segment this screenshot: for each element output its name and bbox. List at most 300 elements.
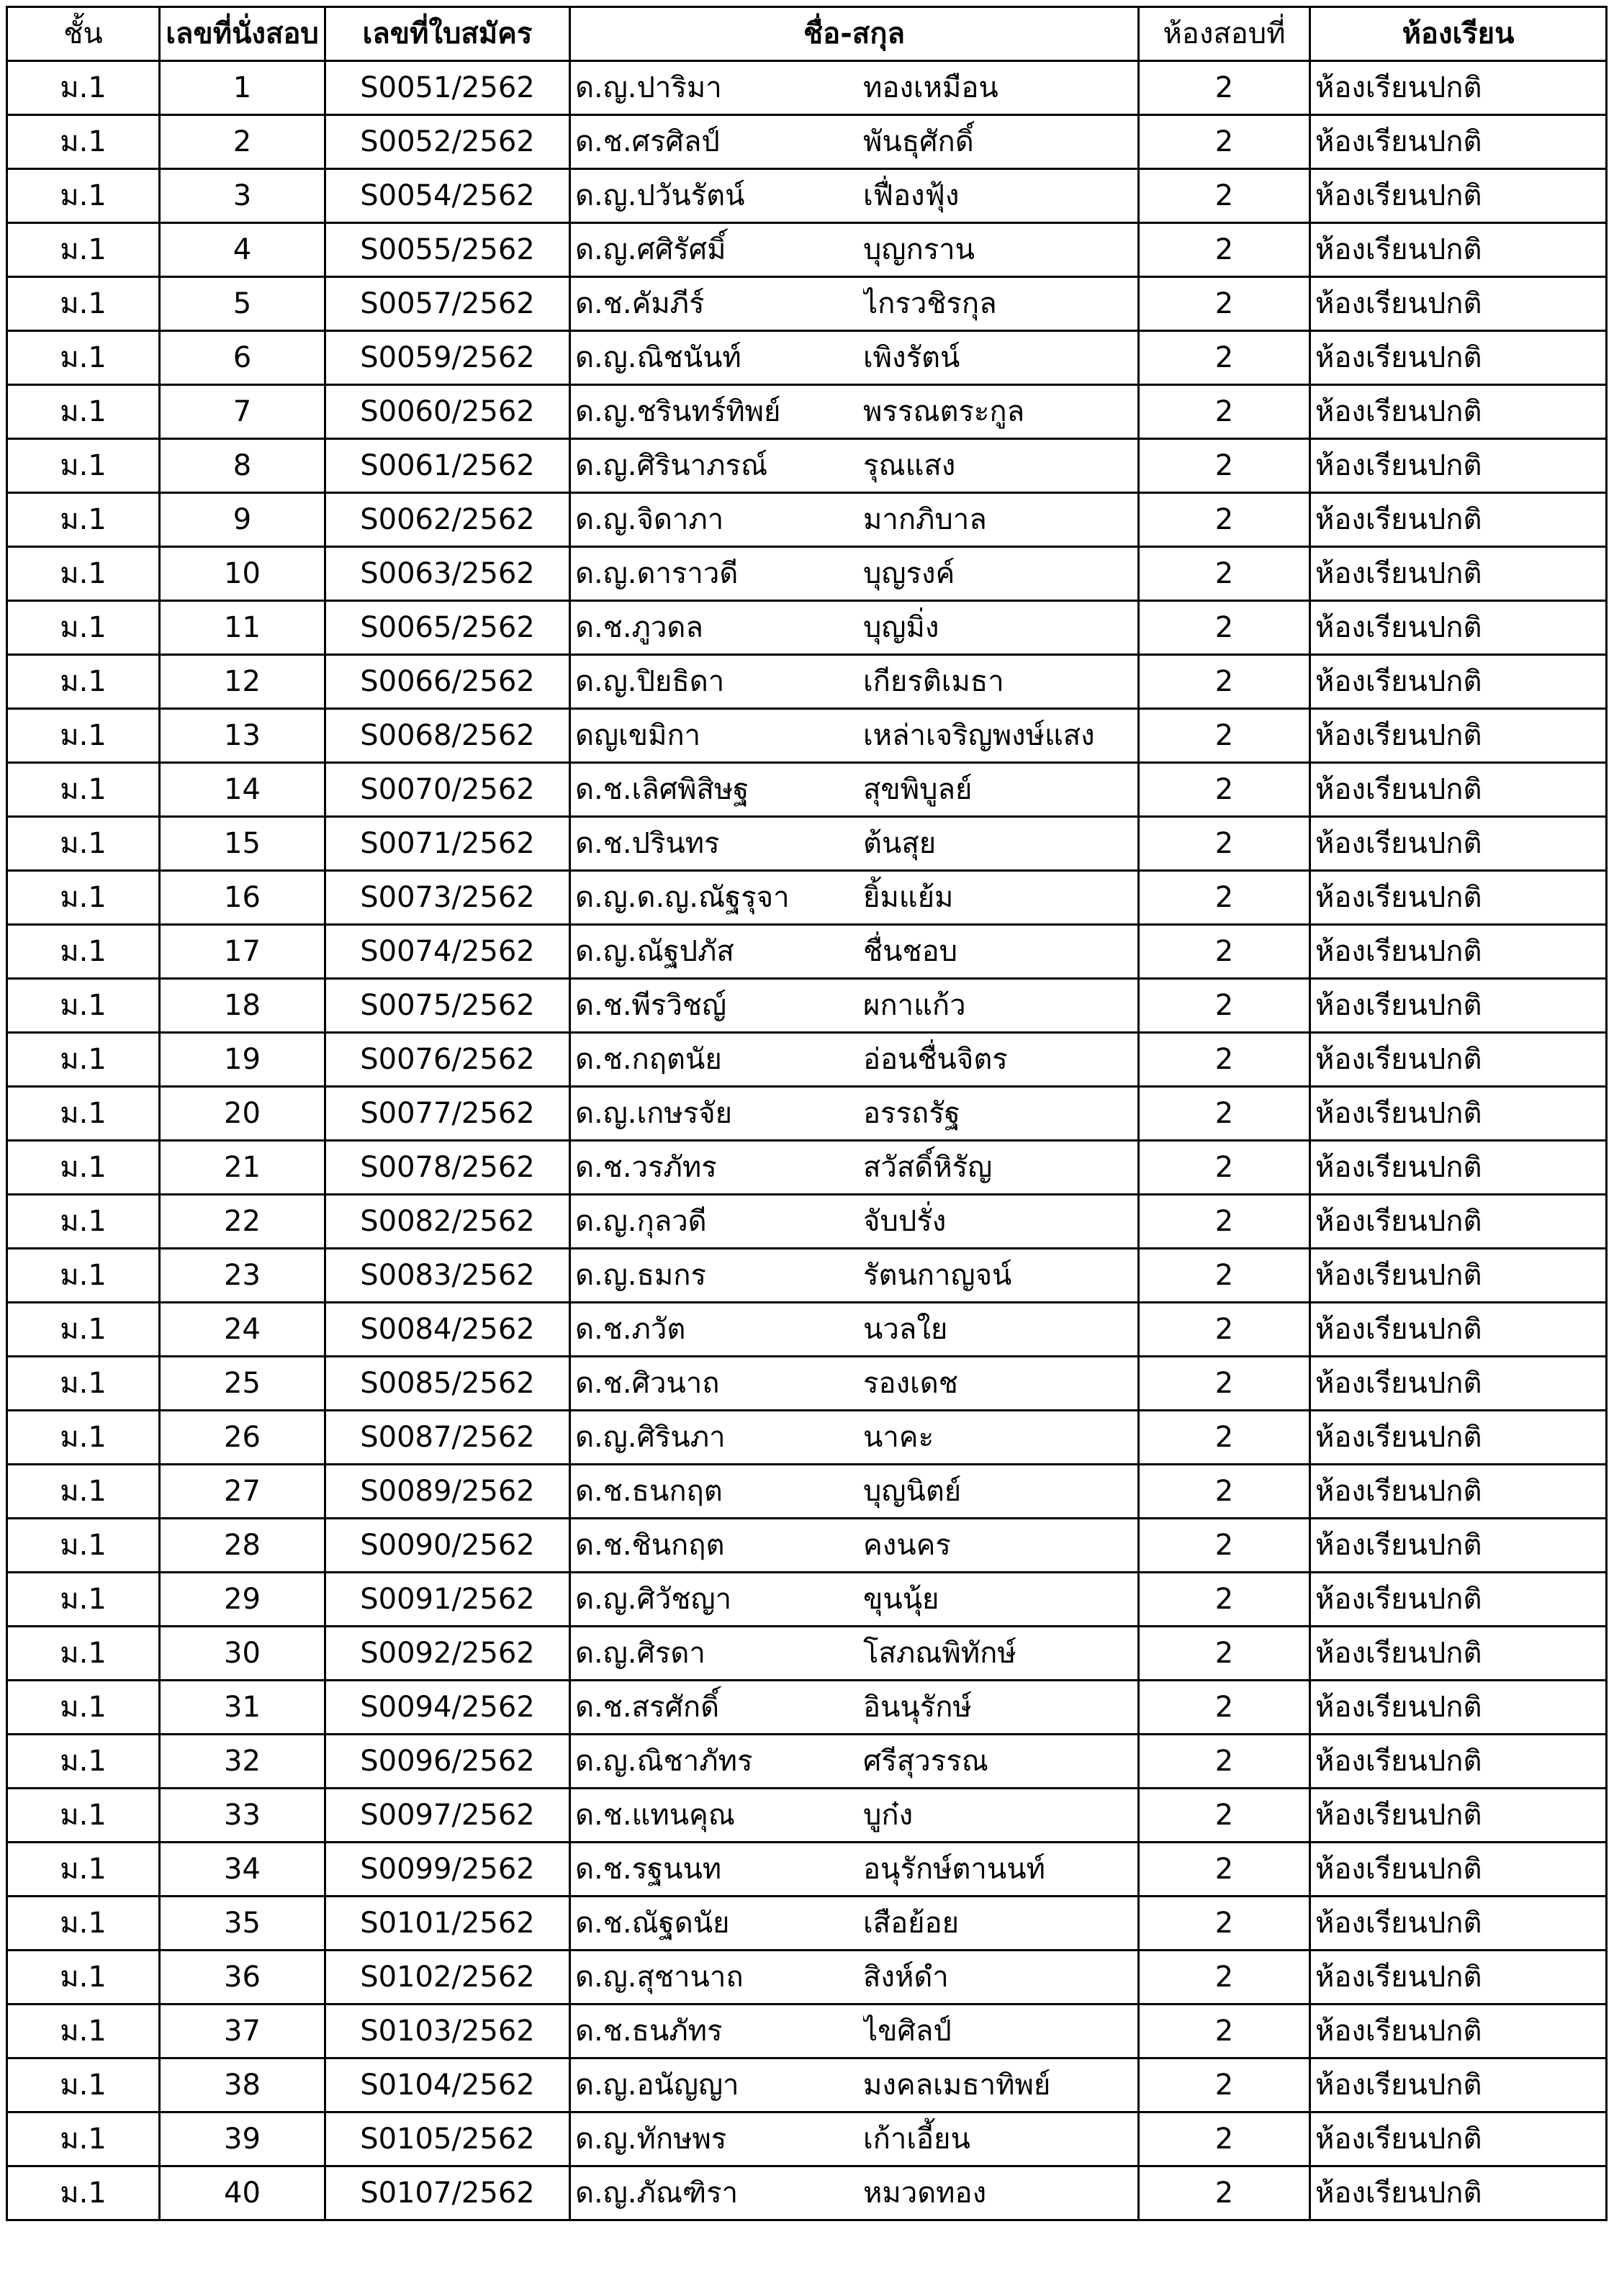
cell-seat-number: 23	[160, 1249, 325, 1303]
cell-exam-room: 2	[1139, 1573, 1310, 1627]
cell-full-name	[570, 1735, 1139, 1789]
first-name: ด.ช.แทนคุณ	[575, 1799, 735, 1832]
cell-full-name	[570, 1141, 1139, 1195]
first-name: ด.ญ.ชรินทร์ทิพย์	[575, 395, 781, 428]
cell-full-name	[570, 2112, 1139, 2166]
cell-full-name	[570, 115, 1139, 169]
cell-grade: ม.1	[7, 169, 160, 223]
cell-application-number: S0051/2562	[325, 61, 570, 115]
table-row	[7, 763, 1607, 817]
last-name: มากภิบาล	[863, 503, 987, 536]
cell-exam-room: 2	[1139, 169, 1310, 223]
cell-grade: ม.1	[7, 1519, 160, 1573]
last-name: ทองเหมือน	[863, 71, 998, 104]
first-name: ด.ญ.ศิวัชญา	[575, 1583, 732, 1616]
table-row	[7, 817, 1607, 871]
cell-exam-room: 2	[1139, 2058, 1310, 2112]
first-name: ด.ช.ธนกฤต	[575, 1475, 723, 1508]
cell-classroom: ห้องเรียนปกติ	[1310, 1411, 1607, 1465]
cell-grade: ม.1	[7, 1681, 160, 1735]
cell-grade: ม.1	[7, 385, 160, 439]
header-application-number: เลขที่ใบสมัคร	[325, 7, 570, 61]
cell-exam-room: 2	[1139, 817, 1310, 871]
cell-classroom: ห้องเรียนปกติ	[1310, 871, 1607, 925]
cell-exam-room: 2	[1139, 2166, 1310, 2220]
cell-full-name	[570, 601, 1139, 655]
cell-full-name	[570, 1195, 1139, 1249]
last-name: สุขพิบูลย์	[863, 773, 973, 806]
table-row	[7, 1627, 1607, 1681]
cell-seat-number: 25	[160, 1357, 325, 1411]
cell-grade: ม.1	[7, 817, 160, 871]
table-row	[7, 385, 1607, 439]
last-name: โสภณพิทักษ์	[863, 1637, 1016, 1670]
cell-application-number: S0092/2562	[325, 1627, 570, 1681]
cell-grade: ม.1	[7, 493, 160, 547]
table-row	[7, 979, 1607, 1033]
cell-full-name	[570, 1249, 1139, 1303]
cell-classroom: ห้องเรียนปกติ	[1310, 1681, 1607, 1735]
first-name: ด.ญ.ดาราวดี	[575, 557, 739, 590]
cell-classroom: ห้องเรียนปกติ	[1310, 601, 1607, 655]
cell-grade: ม.1	[7, 115, 160, 169]
cell-exam-room: 2	[1139, 2005, 1310, 2058]
last-name: พรรณตระกูล	[863, 395, 1025, 428]
cell-seat-number: 2	[160, 115, 325, 169]
first-name: ด.ญ.ณิชาภัทร	[575, 1745, 753, 1778]
cell-grade: ม.1	[7, 331, 160, 385]
cell-seat-number: 35	[160, 1897, 325, 1951]
cell-seat-number: 32	[160, 1735, 325, 1789]
first-name: ด.ญ.ศิรดา	[575, 1637, 705, 1670]
table-row	[7, 1033, 1607, 1087]
last-name: มงคลเมธาทิพย์	[863, 2069, 1051, 2102]
cell-full-name	[570, 1897, 1139, 1951]
cell-classroom: ห้องเรียนปกติ	[1310, 169, 1607, 223]
last-name: เสือย้อย	[863, 1907, 960, 1940]
cell-seat-number: 11	[160, 601, 325, 655]
cell-exam-room: 2	[1139, 1249, 1310, 1303]
cell-application-number: S0107/2562	[325, 2166, 570, 2220]
cell-grade: ม.1	[7, 1897, 160, 1951]
cell-grade: ม.1	[7, 1735, 160, 1789]
cell-grade: ม.1	[7, 1627, 160, 1681]
table-row	[7, 439, 1607, 493]
cell-classroom: ห้องเรียนปกติ	[1310, 2005, 1607, 2058]
cell-classroom: ห้องเรียนปกติ	[1310, 61, 1607, 115]
cell-grade: ม.1	[7, 223, 160, 277]
cell-seat-number: 4	[160, 223, 325, 277]
cell-exam-room: 2	[1139, 709, 1310, 763]
last-name: รุณแสง	[863, 449, 956, 482]
cell-full-name	[570, 1033, 1139, 1087]
cell-seat-number: 12	[160, 655, 325, 709]
cell-exam-room: 2	[1139, 1195, 1310, 1249]
cell-full-name	[570, 1465, 1139, 1519]
cell-seat-number: 29	[160, 1573, 325, 1627]
table-row	[7, 2166, 1607, 2220]
cell-grade: ม.1	[7, 2112, 160, 2166]
cell-application-number: S0075/2562	[325, 979, 570, 1033]
cell-seat-number: 40	[160, 2166, 325, 2220]
cell-application-number: S0061/2562	[325, 439, 570, 493]
cell-seat-number: 38	[160, 2058, 325, 2112]
header-classroom: ห้องเรียน	[1310, 7, 1607, 61]
cell-exam-room: 2	[1139, 1789, 1310, 1843]
first-name: ด.ช.ศิวนาถ	[575, 1367, 720, 1400]
cell-classroom: ห้องเรียนปกติ	[1310, 1465, 1607, 1519]
cell-full-name	[570, 61, 1139, 115]
cell-classroom: ห้องเรียนปกติ	[1310, 547, 1607, 601]
header-grade: ชั้น	[7, 7, 160, 61]
cell-classroom: ห้องเรียนปกติ	[1310, 1735, 1607, 1789]
last-name: อ่อนชื่นจิตร	[863, 1043, 1008, 1076]
cell-seat-number: 36	[160, 1951, 325, 2005]
table-row	[7, 1951, 1607, 2005]
first-name: ด.ช.รฐนนท	[575, 1853, 722, 1886]
cell-grade: ม.1	[7, 1033, 160, 1087]
cell-application-number: S0099/2562	[325, 1843, 570, 1897]
first-name: ด.ช.สรศักดิ์	[575, 1691, 720, 1724]
first-name: ด.ญ.อนัญญา	[575, 2069, 739, 2102]
last-name: เก้าเอี้ยน	[863, 2123, 970, 2156]
last-name: อรรถรัฐ	[863, 1097, 960, 1130]
cell-seat-number: 6	[160, 331, 325, 385]
cell-exam-room: 2	[1139, 1897, 1310, 1951]
cell-full-name	[570, 1411, 1139, 1465]
cell-grade: ม.1	[7, 1249, 160, 1303]
cell-exam-room: 2	[1139, 277, 1310, 331]
cell-seat-number: 20	[160, 1087, 325, 1141]
cell-application-number: S0091/2562	[325, 1573, 570, 1627]
cell-exam-room: 2	[1139, 547, 1310, 601]
cell-full-name	[570, 547, 1139, 601]
cell-application-number: S0076/2562	[325, 1033, 570, 1087]
table-row	[7, 1519, 1607, 1573]
cell-application-number: S0070/2562	[325, 763, 570, 817]
cell-grade: ม.1	[7, 1951, 160, 2005]
cell-full-name	[570, 1303, 1139, 1357]
first-name: ด.ญ.ภัณฑิรา	[575, 2177, 739, 2210]
last-name: หมวดทอง	[863, 2177, 987, 2210]
cell-full-name	[570, 817, 1139, 871]
first-name: ด.ญ.ปิยธิดา	[575, 665, 725, 698]
cell-classroom: ห้องเรียนปกติ	[1310, 1141, 1607, 1195]
last-name: เพิงรัตน์	[863, 341, 960, 374]
cell-application-number: S0068/2562	[325, 709, 570, 763]
first-name: ด.ช.คัมภีร์	[575, 287, 705, 320]
cell-full-name	[570, 277, 1139, 331]
first-name: ด.ญ.สุชานาถ	[575, 1961, 744, 1994]
cell-classroom: ห้องเรียนปกติ	[1310, 439, 1607, 493]
cell-classroom: ห้องเรียนปกติ	[1310, 115, 1607, 169]
cell-seat-number: 21	[160, 1141, 325, 1195]
header-seat-number: เลขที่นั่งสอบ	[160, 7, 325, 61]
cell-seat-number: 13	[160, 709, 325, 763]
last-name: เกียรติเมธา	[863, 665, 1004, 698]
cell-full-name	[570, 1573, 1139, 1627]
cell-classroom: ห้องเรียนปกติ	[1310, 1951, 1607, 2005]
cell-grade: ม.1	[7, 1195, 160, 1249]
cell-seat-number: 33	[160, 1789, 325, 1843]
table-row	[7, 1141, 1607, 1195]
cell-seat-number: 22	[160, 1195, 325, 1249]
cell-application-number: S0090/2562	[325, 1519, 570, 1573]
table-row	[7, 61, 1607, 115]
cell-application-number: S0085/2562	[325, 1357, 570, 1411]
cell-classroom: ห้องเรียนปกติ	[1310, 1519, 1607, 1573]
cell-grade: ม.1	[7, 1465, 160, 1519]
first-name: ด.ช.ณัฐดนัย	[575, 1907, 730, 1940]
last-name: รองเดช	[863, 1367, 958, 1400]
cell-full-name	[570, 331, 1139, 385]
last-name: บุญนิตย์	[863, 1475, 962, 1508]
cell-grade: ม.1	[7, 655, 160, 709]
first-name: ด.ญ.ศิรินาภรณ์	[575, 449, 768, 482]
exam-seating-table	[6, 6, 1608, 2221]
cell-seat-number: 31	[160, 1681, 325, 1735]
table-row	[7, 1087, 1607, 1141]
cell-exam-room: 2	[1139, 385, 1310, 439]
last-name: ศรีสุวรรณ	[863, 1745, 988, 1778]
cell-grade: ม.1	[7, 61, 160, 115]
cell-grade: ม.1	[7, 1789, 160, 1843]
cell-full-name	[570, 169, 1139, 223]
cell-exam-room: 2	[1139, 223, 1310, 277]
table-row	[7, 871, 1607, 925]
cell-grade: ม.1	[7, 2058, 160, 2112]
cell-application-number: S0063/2562	[325, 547, 570, 601]
cell-grade: ม.1	[7, 871, 160, 925]
cell-full-name	[570, 979, 1139, 1033]
cell-exam-room: 2	[1139, 871, 1310, 925]
first-name: ด.ช.ชินกฤต	[575, 1529, 725, 1562]
table-row	[7, 277, 1607, 331]
cell-grade: ม.1	[7, 2166, 160, 2220]
cell-exam-room: 2	[1139, 331, 1310, 385]
table-row	[7, 1195, 1607, 1249]
cell-grade: ม.1	[7, 1357, 160, 1411]
cell-seat-number: 39	[160, 2112, 325, 2166]
last-name: ต้นสุย	[863, 827, 937, 860]
cell-grade: ม.1	[7, 1411, 160, 1465]
cell-grade: ม.1	[7, 601, 160, 655]
last-name: ไกรวชิรกุล	[863, 287, 997, 320]
last-name: รัตนกาญจน์	[863, 1259, 1012, 1292]
cell-application-number: S0054/2562	[325, 169, 570, 223]
cell-seat-number: 16	[160, 871, 325, 925]
cell-exam-room: 2	[1139, 1465, 1310, 1519]
cell-exam-room: 2	[1139, 979, 1310, 1033]
cell-full-name	[570, 2005, 1139, 2058]
cell-exam-room: 2	[1139, 1303, 1310, 1357]
cell-application-number: S0103/2562	[325, 2005, 570, 2058]
cell-classroom: ห้องเรียนปกติ	[1310, 2166, 1607, 2220]
cell-application-number: S0083/2562	[325, 1249, 570, 1303]
first-name: ด.ญ.ปาริมา	[575, 71, 722, 104]
cell-application-number: S0084/2562	[325, 1303, 570, 1357]
cell-full-name	[570, 1951, 1139, 2005]
cell-exam-room: 2	[1139, 1033, 1310, 1087]
cell-exam-room: 2	[1139, 1843, 1310, 1897]
first-name: ด.ช.วรภัทร	[575, 1151, 717, 1184]
last-name: จับปรั่ง	[863, 1205, 947, 1238]
cell-classroom: ห้องเรียนปกติ	[1310, 331, 1607, 385]
cell-grade: ม.1	[7, 763, 160, 817]
cell-application-number: S0065/2562	[325, 601, 570, 655]
cell-exam-room: 2	[1139, 655, 1310, 709]
cell-grade: ม.1	[7, 277, 160, 331]
cell-full-name	[570, 1843, 1139, 1897]
cell-exam-room: 2	[1139, 1627, 1310, 1681]
first-name: ด.ญ.กุลวดี	[575, 1205, 707, 1238]
cell-classroom: ห้องเรียนปกติ	[1310, 1195, 1607, 1249]
cell-application-number: S0105/2562	[325, 2112, 570, 2166]
cell-classroom: ห้องเรียนปกติ	[1310, 1033, 1607, 1087]
table-row	[7, 493, 1607, 547]
table-row	[7, 1357, 1607, 1411]
first-name: ด.ญ.ธมกร	[575, 1259, 706, 1292]
cell-full-name	[570, 223, 1139, 277]
cell-seat-number: 3	[160, 169, 325, 223]
table-row	[7, 1573, 1607, 1627]
last-name: บูก๋ง	[863, 1799, 914, 1832]
cell-full-name	[570, 1627, 1139, 1681]
first-name: ด.ญ.ณัฐปภัส	[575, 935, 734, 968]
cell-grade: ม.1	[7, 925, 160, 979]
cell-full-name	[570, 1087, 1139, 1141]
cell-exam-room: 2	[1139, 1681, 1310, 1735]
table-row	[7, 1897, 1607, 1951]
first-name: ด.ญ.ศศิรัศมิ์	[575, 233, 726, 266]
cell-seat-number: 1	[160, 61, 325, 115]
cell-exam-room: 2	[1139, 1411, 1310, 1465]
cell-classroom: ห้องเรียนปกติ	[1310, 1249, 1607, 1303]
table-row	[7, 1789, 1607, 1843]
cell-grade: ม.1	[7, 1141, 160, 1195]
cell-exam-room: 2	[1139, 763, 1310, 817]
cell-application-number: S0062/2562	[325, 493, 570, 547]
cell-application-number: S0066/2562	[325, 655, 570, 709]
cell-seat-number: 15	[160, 817, 325, 871]
cell-classroom: ห้องเรียนปกติ	[1310, 1627, 1607, 1681]
cell-seat-number: 26	[160, 1411, 325, 1465]
first-name: ด.ญ.จิดาภา	[575, 503, 724, 536]
cell-seat-number: 37	[160, 2005, 325, 2058]
cell-full-name	[570, 1519, 1139, 1573]
cell-classroom: ห้องเรียนปกติ	[1310, 979, 1607, 1033]
cell-full-name	[570, 1681, 1139, 1735]
cell-application-number: S0055/2562	[325, 223, 570, 277]
cell-exam-room: 2	[1139, 493, 1310, 547]
first-name: ด.ญ.เกษรจัย	[575, 1097, 733, 1130]
cell-seat-number: 34	[160, 1843, 325, 1897]
last-name: บุญมิ่ง	[863, 611, 939, 644]
cell-seat-number: 5	[160, 277, 325, 331]
cell-full-name	[570, 871, 1139, 925]
cell-classroom: ห้องเรียนปกติ	[1310, 1897, 1607, 1951]
cell-full-name	[570, 2166, 1139, 2220]
cell-classroom: ห้องเรียนปกติ	[1310, 709, 1607, 763]
cell-classroom: ห้องเรียนปกติ	[1310, 2058, 1607, 2112]
last-name: นวลใย	[863, 1313, 948, 1346]
cell-classroom: ห้องเรียนปกติ	[1310, 1573, 1607, 1627]
first-name: ด.ญ.ทักษพร	[575, 2123, 727, 2156]
first-name: ด.ช.ธนภัทร	[575, 2015, 723, 2048]
cell-application-number: S0089/2562	[325, 1465, 570, 1519]
cell-seat-number: 24	[160, 1303, 325, 1357]
cell-application-number: S0102/2562	[325, 1951, 570, 2005]
cell-application-number: S0060/2562	[325, 385, 570, 439]
last-name: ยิ้มแย้ม	[863, 881, 954, 914]
cell-grade: ม.1	[7, 439, 160, 493]
cell-application-number: S0097/2562	[325, 1789, 570, 1843]
last-name: สิงห์ดำ	[863, 1961, 949, 1994]
cell-full-name	[570, 493, 1139, 547]
first-name: ด.ญ.ศิรินภา	[575, 1421, 726, 1454]
cell-grade: ม.1	[7, 1087, 160, 1141]
cell-application-number: S0074/2562	[325, 925, 570, 979]
cell-application-number: S0087/2562	[325, 1411, 570, 1465]
cell-seat-number: 19	[160, 1033, 325, 1087]
last-name: นาคะ	[863, 1421, 934, 1454]
last-name: สวัสดิ์หิรัญ	[863, 1151, 993, 1184]
last-name: เหล่าเจริญพงษ์แสง	[863, 719, 1095, 752]
cell-seat-number: 9	[160, 493, 325, 547]
first-name: ด.ช.ศรศิลป์	[575, 125, 720, 158]
cell-full-name	[570, 655, 1139, 709]
cell-classroom: ห้องเรียนปกติ	[1310, 763, 1607, 817]
table-row	[7, 709, 1607, 763]
table-row	[7, 2005, 1607, 2058]
cell-exam-room: 2	[1139, 925, 1310, 979]
cell-grade: ม.1	[7, 979, 160, 1033]
cell-classroom: ห้องเรียนปกติ	[1310, 385, 1607, 439]
cell-application-number: S0071/2562	[325, 817, 570, 871]
cell-seat-number: 17	[160, 925, 325, 979]
table-row	[7, 2058, 1607, 2112]
last-name: บุญกราน	[863, 233, 975, 266]
first-name: ด.ญ.ด.ญ.ณัฐรุจา	[575, 881, 790, 914]
last-name: คงนคร	[863, 1529, 951, 1562]
cell-application-number: S0057/2562	[325, 277, 570, 331]
table-row	[7, 331, 1607, 385]
cell-classroom: ห้องเรียนปกติ	[1310, 277, 1607, 331]
cell-application-number: S0059/2562	[325, 331, 570, 385]
cell-full-name	[570, 385, 1139, 439]
cell-classroom: ห้องเรียนปกติ	[1310, 2112, 1607, 2166]
cell-application-number: S0082/2562	[325, 1195, 570, 1249]
table-row	[7, 1735, 1607, 1789]
table-row	[7, 925, 1607, 979]
table-row	[7, 1411, 1607, 1465]
cell-grade: ม.1	[7, 2005, 160, 2058]
cell-grade: ม.1	[7, 1843, 160, 1897]
table-row	[7, 1303, 1607, 1357]
table-row	[7, 223, 1607, 277]
cell-full-name	[570, 925, 1139, 979]
table-row	[7, 1843, 1607, 1897]
cell-exam-room: 2	[1139, 439, 1310, 493]
last-name: ชื่นชอบ	[863, 935, 958, 968]
header-full-name: ชื่อ-สกุล	[570, 7, 1139, 61]
cell-application-number: S0052/2562	[325, 115, 570, 169]
cell-classroom: ห้องเรียนปกติ	[1310, 1789, 1607, 1843]
cell-exam-room: 2	[1139, 115, 1310, 169]
first-name: ด.ช.กฤตนัย	[575, 1043, 722, 1076]
table-row	[7, 1249, 1607, 1303]
table-row	[7, 2112, 1607, 2166]
